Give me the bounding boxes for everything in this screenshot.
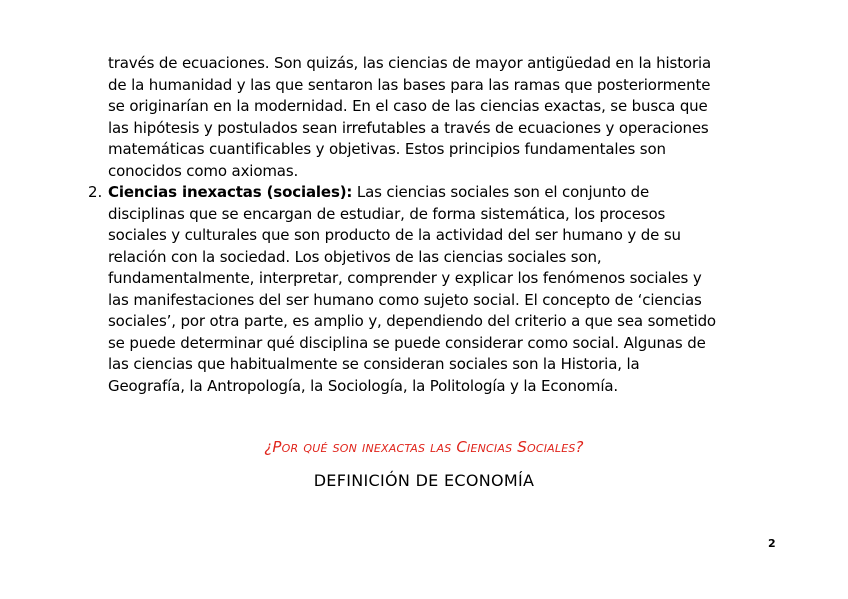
list-item-term: Ciencias inexactas (sociales): bbox=[108, 183, 353, 201]
question-link[interactable]: ¿Por qué son inexactas las Ciencias Sociales? bbox=[264, 438, 584, 456]
list-item-social-sciences bbox=[108, 182, 788, 397]
page-number: 2 bbox=[768, 537, 776, 550]
list-item-text: Las ciencias sociales son el conjunto de disciplinas que se encargan de estudiar, de forma sistemática, los procesos sociales y culturales que son producto de la actividad del ser humano y de su relación con la sociedad. Los objetivos de las ciencias sociales son, fundamentalmente, interpretar, comprender y explicar los fenómenos sociales y las manifestaciones del ser humano como sujeto social. El concepto de ‘ciencias sociales’, por otra parte, es amplio y, dependiendo del criterio a que sea sometido se puede determinar qué disciplina se puede considerar como social. Algunas de las ciencias que habitualmente se consideran sociales son la Historia, la Geografía, la Antropología, la Sociología, la Politología y la Economía. bbox=[108, 183, 716, 395]
list-item-number: 2. bbox=[88, 183, 103, 201]
paragraph-exact-sciences-continued: través de ecuaciones. Son quizás, las ciencias de mayor antigüedad en la historia de la humanidad y las que sentaron las bases para las ramas que posteriormente se originarían en la modernidad. En el caso de las ciencias exactas, se busca que las hipótesis y postulados sean irrefutables a través de ecuaciones y operaciones matemáticas cuantificables y objetivas. Estos principios fundamentales son conocidos como axiomas. bbox=[108, 54, 712, 180]
section-heading: DEFINICIÓN DE ECONOMÍA bbox=[313, 471, 535, 490]
